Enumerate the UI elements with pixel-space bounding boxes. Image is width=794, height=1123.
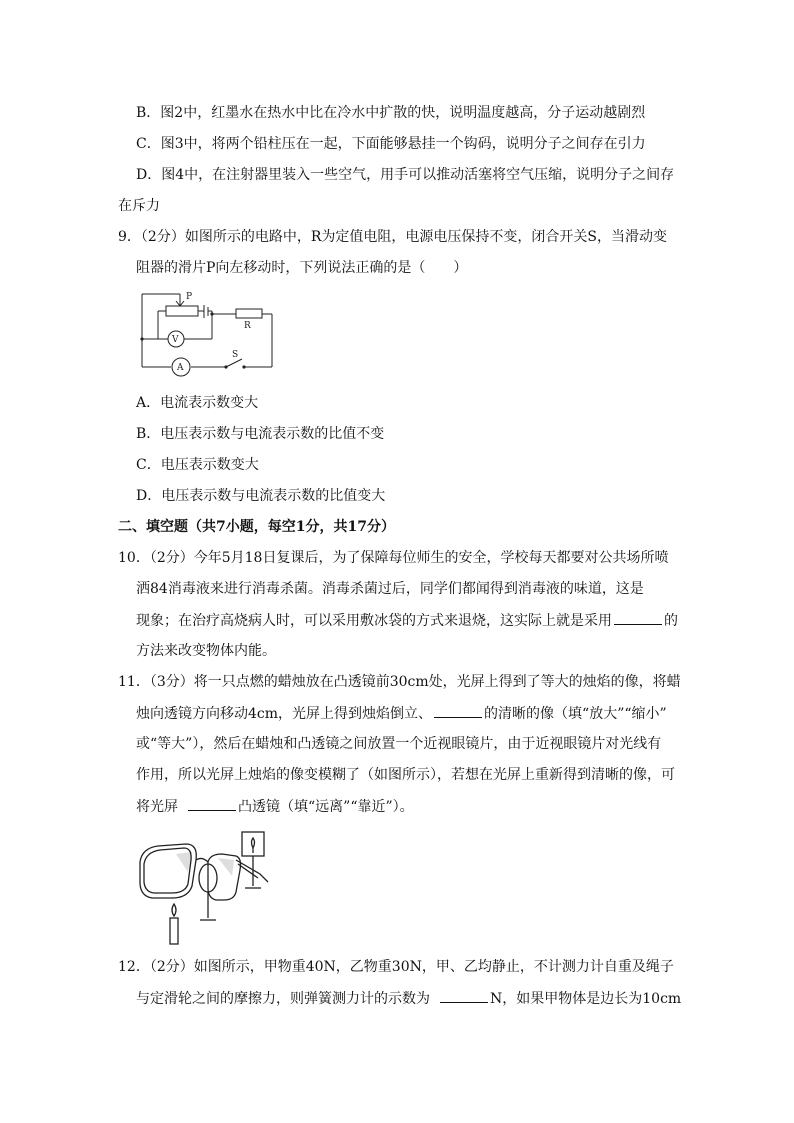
q11-line2-end: 的清晰的像（填“放大”“缩小” bbox=[484, 706, 667, 722]
q9-option-d: D．电压表示数与电流表示数的比值变大 bbox=[136, 488, 386, 504]
q10-line3-end: 的 bbox=[664, 613, 678, 629]
q8-option-b: B．图2中，红墨水在热水中比在冷水中扩散的快，说明温度越高，分子运动越剧烈 bbox=[136, 105, 646, 121]
q9-option-b: B．电压表示数与电流表示数的比值不变 bbox=[136, 426, 385, 442]
q11-line5-end: 凸透镜（填“远离”“靠近”）。 bbox=[238, 799, 414, 815]
q11-line5 bbox=[136, 796, 414, 817]
q8-option-c: C．图3中，将两个铅柱压在一起，下面能够悬挂一个钩码，说明分子之间存在引力 bbox=[136, 136, 646, 152]
section-title: 二、填空题（共7小题，每空1分，共17分） bbox=[118, 519, 395, 535]
answer-blank[interactable] bbox=[188, 796, 236, 811]
q9-stem-line2: 阻器的滑片P向左移动时，下列说法正确的是（ ） bbox=[136, 260, 468, 276]
q11-line3: 或“等大”），然后在蜡烛和凸透镜之间放置一个近视眼镜片，由于近视眼镜片对光线有 bbox=[136, 736, 662, 752]
ammeter-label: A bbox=[177, 363, 184, 373]
q11-line5-text: 将光屏 bbox=[136, 799, 178, 815]
q11-line2 bbox=[136, 703, 667, 724]
q10-line2: 洒84消毒液来进行消毒杀菌。消毒杀菌过后，同学们都闻得到消毒液的味道，这是 bbox=[136, 581, 644, 597]
circuit-diagram bbox=[136, 288, 281, 380]
slider-label: P bbox=[186, 292, 193, 302]
q12-line1: 12．（2分）如图所示，甲物重40N，乙物重30N，甲、乙均静止，不计测力计自重及绳子 bbox=[118, 959, 674, 975]
q8-option-d-cont: 在斥力 bbox=[118, 198, 160, 214]
q12-line2 bbox=[136, 988, 681, 1009]
answer-blank[interactable] bbox=[440, 988, 488, 1003]
switch-label: S bbox=[232, 350, 239, 360]
q8-option-d: D．图4中，在注射器里装入一些空气，用手可以推动活塞将空气压缩，说明分子之间存 bbox=[136, 167, 675, 183]
q12-line2-text: 与定滑轮之间的摩擦力，则弹簧测力计的示数为 bbox=[136, 991, 430, 1007]
q9-option-c: C．电压表示数变大 bbox=[136, 457, 259, 473]
q9-stem-line1: 9．（2分）如图所示的电路中，R为定值电阻，电源电压保持不变，闭合开关S，当滑动变 bbox=[118, 229, 667, 245]
q9-option-a: A．电流表示数变大 bbox=[136, 395, 259, 411]
q10-line3 bbox=[136, 610, 678, 631]
q11-line4: 作用，所以光屏上烛焰的像变模糊了（如图所示），若想在光屏上重新得到清晰的像，可 bbox=[136, 767, 675, 783]
q11-line2-text: 烛向透镜方向移动4cm，光屏上得到烛焰倒立、 bbox=[136, 706, 433, 722]
q10-line1: 10．（2分）今年5月18日复课后，为了保障每位师生的安全，学校每天都要对公共场所喷 bbox=[118, 550, 669, 566]
answer-blank[interactable] bbox=[614, 610, 662, 625]
resistor-label: R bbox=[244, 321, 251, 331]
answer-blank[interactable] bbox=[434, 703, 482, 718]
glasses-candle-figure bbox=[136, 826, 281, 946]
q10-line4: 方法来改变物体内能。 bbox=[136, 643, 276, 659]
voltmeter-label: V bbox=[172, 335, 179, 345]
q11-line1: 11．（3分）将一只点燃的蜡烛放在凸透镜前30cm处，光屏上得到了等大的烛焰的像，将蜡 bbox=[118, 674, 681, 690]
q12-line2-end: N，如果甲物体是边长为10cm bbox=[490, 991, 682, 1007]
q10-line3-text: 现象；在治疗高烧病人时，可以采用敷冰袋的方式来退烧，这实际上就是采用 bbox=[136, 613, 612, 629]
